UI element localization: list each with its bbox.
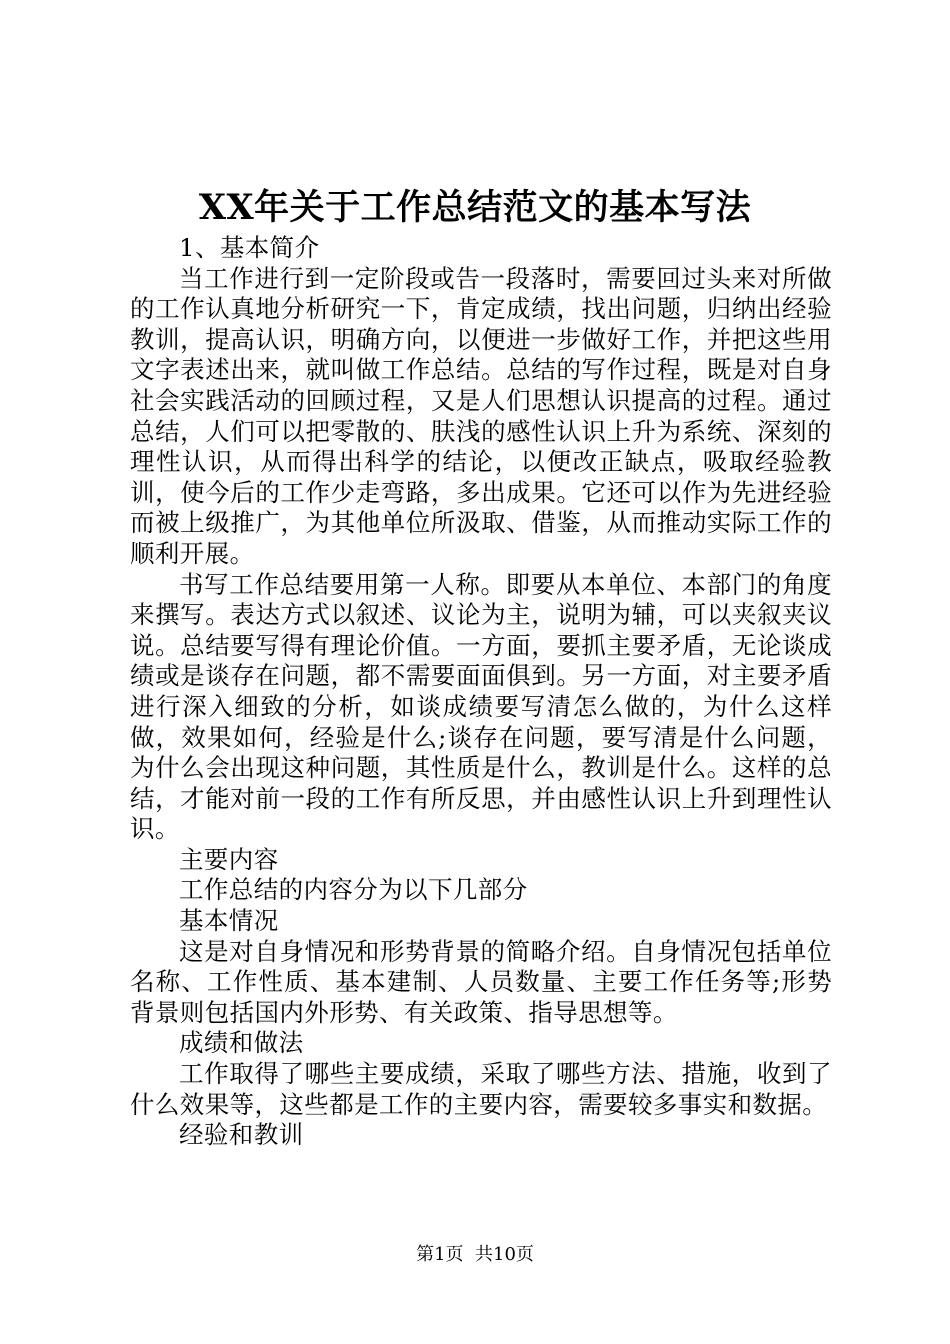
page-footer [0,1243,950,1267]
paragraph-basic-situation: 这是对自身情况和形势背景的简略介绍。自身情况包括单位名称、工作性质、基本建制、人员数量、主要工作任务等;形势背景则包括国内外形势、有关政策、指导思想等。 [130,936,832,1027]
document-body [130,233,832,1151]
section-heading-lessons: 经验和教训 [179,1120,304,1150]
section-heading-main-content: 主要内容 [179,844,279,874]
paragraph-writing-style: 书写工作总结要用第一人称。即要从本单位、本部门的角度来撰写。表达方式以叙述、议论为主，说明为辅，可以夹叙夹议说。总结要写得有理论价值。一方面，要抓主要矛盾，无论谈成绩或是谈存在问题，都不需要面面俱到。另一方面，对主要矛盾进行深入细致的分析，如谈成绩要写清怎么做的，为什么这样做，效果如何，经验是什么;谈存在问题，要写清是什么问题，为什么会出现这种问题，其性质是什么，教训是什么。这样的总结，才能对前一段的工作有所反思，并由感性认识上升到理性认识。 [130,569,832,844]
paragraph-intro: 当工作进行到一定阶段或告一段落时，需要回过头来对所做的工作认真地分析研究一下，肯定成绩，找出问题，归纳出经验教训，提高认识，明确方向，以便进一步做好工作，并把这些用文字表述出来，就叫做工作总结。总结的写作过程，既是对自身社会实践活动的回顾过程，又是人们思想认识提高的过程。通过总结，人们可以把零散的、肤浅的感性认识上升为系统、深刻的理性认识，从而得出科学的结论，以便改正缺点，吸取经验教训，使今后的工作少走弯路，多出成果。它还可以作为先进经验而被上级推广，为其他单位所汲取、借鉴，从而推动实际工作的顺利开展。 [130,263,832,568]
section-heading-basic-situation: 基本情况 [179,906,279,936]
section-heading-intro: 1、基本简介 [179,233,320,262]
section-heading-achievements: 成绩和做法 [179,1028,304,1058]
paragraph-content-parts: 工作总结的内容分为以下几部分 [179,875,528,905]
page-number: 第1页 共10页 [416,1244,534,1265]
document-title: XX年关于工作总结范文的基本写法 [198,187,752,228]
paragraph-achievements: 工作取得了哪些主要成绩，采取了哪些方法、措施，收到了什么效果等，这些都是工作的主要内容，需要较多事实和数据。 [130,1059,832,1119]
